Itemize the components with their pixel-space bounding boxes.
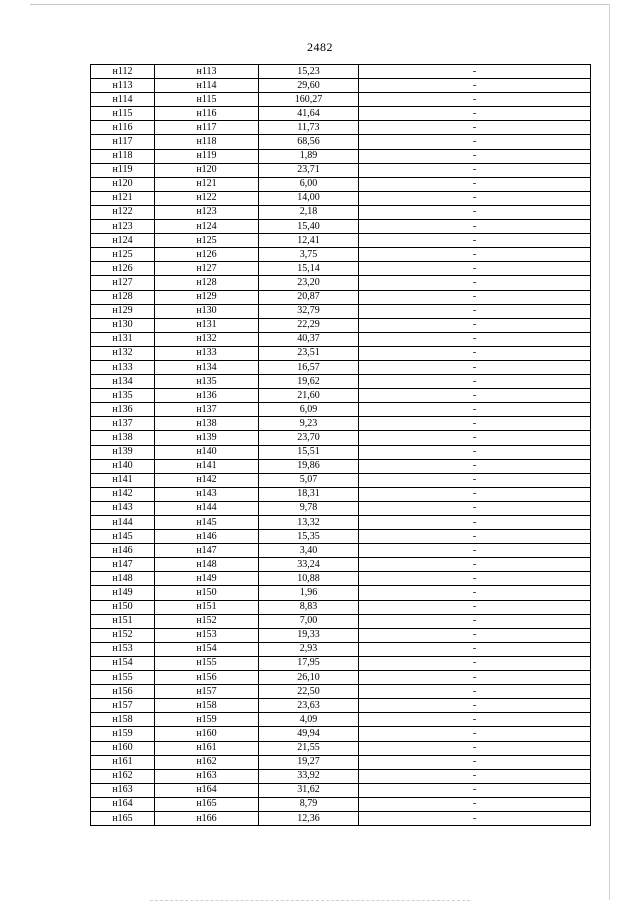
point-from-cell: н159 [91,727,155,741]
note-cell: - [359,191,591,205]
distance-cell: 4,09 [259,713,359,727]
point-to-cell: н160 [155,727,259,741]
point-from-cell: н128 [91,290,155,304]
distance-cell: 15,40 [259,220,359,234]
table-row [91,79,591,93]
table-row [91,473,591,487]
distance-cell: 22,29 [259,318,359,332]
distance-cell: 16,57 [259,360,359,374]
table-row [91,586,591,600]
distance-cell: 19,86 [259,459,359,473]
table-row [91,304,591,318]
point-from-cell: н116 [91,121,155,135]
note-cell: - [359,755,591,769]
note-cell: - [359,487,591,501]
point-to-cell: н132 [155,332,259,346]
point-from-cell: н146 [91,544,155,558]
point-to-cell: н145 [155,516,259,530]
point-to-cell: н156 [155,671,259,685]
note-cell: - [359,473,591,487]
distance-cell: 40,37 [259,332,359,346]
note-cell: - [359,121,591,135]
point-to-cell: н116 [155,107,259,121]
point-from-cell: н147 [91,558,155,572]
distance-cell: 19,62 [259,375,359,389]
point-from-cell: н132 [91,346,155,360]
distance-cell: 6,00 [259,177,359,191]
point-from-cell: н144 [91,516,155,530]
distance-cell: 160,27 [259,93,359,107]
point-from-cell: н154 [91,656,155,670]
note-cell: - [359,811,591,825]
note-cell: - [359,276,591,290]
distance-cell: 19,33 [259,628,359,642]
point-from-cell: н126 [91,262,155,276]
note-cell: - [359,628,591,642]
table-row [91,600,591,614]
page-number: 2482 [307,40,333,54]
point-from-cell: н143 [91,501,155,515]
distance-cell: 23,20 [259,276,359,290]
note-cell: - [359,501,591,515]
point-to-cell: н114 [155,79,259,93]
point-from-cell: н163 [91,783,155,797]
point-from-cell: н139 [91,445,155,459]
note-cell: - [359,375,591,389]
table-row [91,375,591,389]
point-to-cell: н147 [155,544,259,558]
point-to-cell: н131 [155,318,259,332]
point-from-cell: н136 [91,403,155,417]
table-row [91,459,591,473]
distance-cell: 15,14 [259,262,359,276]
distance-cell: 10,88 [259,572,359,586]
point-from-cell: н134 [91,375,155,389]
table-row [91,431,591,445]
distance-cell: 26,10 [259,671,359,685]
distance-cell: 23,70 [259,431,359,445]
note-cell: - [359,318,591,332]
point-from-cell: н113 [91,79,155,93]
point-to-cell: н166 [155,811,259,825]
table-row [91,65,591,79]
point-to-cell: н124 [155,220,259,234]
point-to-cell: н142 [155,473,259,487]
point-to-cell: н163 [155,769,259,783]
table-row [91,699,591,713]
point-to-cell: н118 [155,135,259,149]
table-row [91,417,591,431]
distance-cell: 20,87 [259,290,359,304]
point-to-cell: н164 [155,783,259,797]
note-cell: - [359,600,591,614]
point-from-cell: н155 [91,671,155,685]
note-cell: - [359,304,591,318]
distance-cell: 23,51 [259,346,359,360]
note-cell: - [359,65,591,79]
distance-cell: 33,24 [259,558,359,572]
point-from-cell: н122 [91,205,155,219]
distance-cell: 14,00 [259,191,359,205]
table-row [91,318,591,332]
point-from-cell: н145 [91,530,155,544]
distance-cell: 15,51 [259,445,359,459]
point-from-cell: н152 [91,628,155,642]
table-row [91,671,591,685]
point-to-cell: н130 [155,304,259,318]
point-to-cell: н115 [155,93,259,107]
point-from-cell: н142 [91,487,155,501]
point-from-cell: н151 [91,614,155,628]
note-cell: - [359,93,591,107]
table-row [91,558,591,572]
note-cell: - [359,107,591,121]
note-cell: - [359,741,591,755]
point-to-cell: н113 [155,65,259,79]
distance-cell: 33,92 [259,769,359,783]
point-from-cell: н119 [91,163,155,177]
table-row [91,205,591,219]
table-row [91,656,591,670]
point-to-cell: н129 [155,290,259,304]
point-to-cell: н127 [155,262,259,276]
point-to-cell: н138 [155,417,259,431]
point-to-cell: н159 [155,713,259,727]
note-cell: - [359,530,591,544]
table-row [91,290,591,304]
point-to-cell: н133 [155,346,259,360]
point-to-cell: н122 [155,191,259,205]
distance-cell: 21,55 [259,741,359,755]
distance-cell: 19,27 [259,755,359,769]
point-from-cell: н124 [91,234,155,248]
table-row [91,501,591,515]
distance-cell: 3,40 [259,544,359,558]
table-row [91,403,591,417]
point-from-cell: н118 [91,149,155,163]
point-from-cell: н117 [91,135,155,149]
note-cell: - [359,248,591,262]
point-to-cell: н154 [155,642,259,656]
point-to-cell: н148 [155,558,259,572]
table-row [91,811,591,825]
point-from-cell: н164 [91,797,155,811]
note-cell: - [359,417,591,431]
distance-cell: 7,00 [259,614,359,628]
note-cell: - [359,769,591,783]
point-from-cell: н123 [91,220,155,234]
distance-cell: 49,94 [259,727,359,741]
distance-cell: 23,71 [259,163,359,177]
point-from-cell: н158 [91,713,155,727]
scan-frame-bottom [150,900,470,901]
note-cell: - [359,163,591,177]
point-from-cell: н129 [91,304,155,318]
distance-cell: 2,93 [259,642,359,656]
table-row [91,727,591,741]
point-to-cell: н135 [155,375,259,389]
point-to-cell: н146 [155,530,259,544]
point-from-cell: н121 [91,191,155,205]
point-to-cell: н165 [155,797,259,811]
point-from-cell: н133 [91,360,155,374]
note-cell: - [359,783,591,797]
distance-cell: 12,36 [259,811,359,825]
distance-cell: 29,60 [259,79,359,93]
note-cell: - [359,346,591,360]
note-cell: - [359,234,591,248]
table-row [91,332,591,346]
note-cell: - [359,389,591,403]
point-from-cell: н148 [91,572,155,586]
point-from-cell: н131 [91,332,155,346]
distance-cell: 1,89 [259,149,359,163]
point-from-cell: н140 [91,459,155,473]
table-row [91,516,591,530]
table-row [91,642,591,656]
note-cell: - [359,205,591,219]
point-from-cell: н149 [91,586,155,600]
distance-cell: 31,62 [259,783,359,797]
note-cell: - [359,642,591,656]
distance-cell: 15,23 [259,65,359,79]
table-row [91,713,591,727]
table-body [91,65,591,826]
note-cell: - [359,431,591,445]
note-cell: - [359,459,591,473]
point-from-cell: н150 [91,600,155,614]
note-cell: - [359,135,591,149]
distance-cell: 23,63 [259,699,359,713]
point-to-cell: н128 [155,276,259,290]
point-to-cell: н134 [155,360,259,374]
point-to-cell: н140 [155,445,259,459]
distance-cell: 15,35 [259,530,359,544]
distance-cell: 17,95 [259,656,359,670]
note-cell: - [359,290,591,304]
point-to-cell: н123 [155,205,259,219]
point-to-cell: н144 [155,501,259,515]
table-row [91,389,591,403]
point-to-cell: н157 [155,685,259,699]
point-from-cell: н125 [91,248,155,262]
table-row [91,755,591,769]
distance-cell: 1,96 [259,586,359,600]
table-row [91,530,591,544]
note-cell: - [359,699,591,713]
table-row [91,107,591,121]
point-to-cell: н161 [155,741,259,755]
note-cell: - [359,220,591,234]
note-cell: - [359,558,591,572]
point-from-cell: н160 [91,741,155,755]
distance-cell: 12,41 [259,234,359,248]
table-row [91,234,591,248]
distance-cell: 9,78 [259,501,359,515]
table-row [91,191,591,205]
distance-cell: 41,64 [259,107,359,121]
note-cell: - [359,614,591,628]
point-to-cell: н141 [155,459,259,473]
table-row [91,628,591,642]
point-to-cell: н150 [155,586,259,600]
distance-cell: 5,07 [259,473,359,487]
point-from-cell: н120 [91,177,155,191]
distance-cell: 32,79 [259,304,359,318]
note-cell: - [359,516,591,530]
note-cell: - [359,445,591,459]
point-from-cell: н157 [91,699,155,713]
point-to-cell: н117 [155,121,259,135]
table-row [91,121,591,135]
distance-cell: 9,23 [259,417,359,431]
note-cell: - [359,177,591,191]
table-row [91,741,591,755]
distance-cell: 13,32 [259,516,359,530]
note-cell: - [359,360,591,374]
point-from-cell: н156 [91,685,155,699]
note-cell: - [359,727,591,741]
point-from-cell: н114 [91,93,155,107]
distance-cell: 3,75 [259,248,359,262]
scan-frame-right [609,4,610,900]
note-cell: - [359,656,591,670]
distance-cell: 8,79 [259,797,359,811]
table-row [91,220,591,234]
distance-cell: 21,60 [259,389,359,403]
point-to-cell: н152 [155,614,259,628]
table-row [91,544,591,558]
boundary-points-table [90,64,591,826]
table-row [91,149,591,163]
point-to-cell: н153 [155,628,259,642]
table-row [91,163,591,177]
table-row [91,487,591,501]
table-row [91,572,591,586]
note-cell: - [359,797,591,811]
note-cell: - [359,544,591,558]
point-from-cell: н112 [91,65,155,79]
point-to-cell: н119 [155,149,259,163]
point-from-cell: н165 [91,811,155,825]
point-from-cell: н138 [91,431,155,445]
distance-cell: 11,73 [259,121,359,135]
point-from-cell: н115 [91,107,155,121]
point-from-cell: н141 [91,473,155,487]
distance-cell: 22,50 [259,685,359,699]
point-to-cell: н120 [155,163,259,177]
table-row [91,177,591,191]
point-to-cell: н121 [155,177,259,191]
table-row [91,783,591,797]
point-to-cell: н149 [155,572,259,586]
point-from-cell: н135 [91,389,155,403]
point-to-cell: н126 [155,248,259,262]
note-cell: - [359,149,591,163]
table-row [91,769,591,783]
point-from-cell: н137 [91,417,155,431]
distance-cell: 6,09 [259,403,359,417]
table-row [91,445,591,459]
note-cell: - [359,671,591,685]
point-to-cell: н151 [155,600,259,614]
note-cell: - [359,713,591,727]
note-cell: - [359,79,591,93]
note-cell: - [359,332,591,346]
table-row [91,346,591,360]
point-from-cell: н162 [91,769,155,783]
note-cell: - [359,685,591,699]
distance-cell: 68,56 [259,135,359,149]
point-to-cell: н162 [155,755,259,769]
distance-cell: 8,83 [259,600,359,614]
table-row [91,685,591,699]
table-row [91,248,591,262]
table-row [91,276,591,290]
point-to-cell: н137 [155,403,259,417]
table-row [91,93,591,107]
point-to-cell: н125 [155,234,259,248]
table-row [91,360,591,374]
table-row [91,135,591,149]
point-from-cell: н130 [91,318,155,332]
scan-frame-top [30,4,610,5]
point-to-cell: н136 [155,389,259,403]
note-cell: - [359,572,591,586]
point-from-cell: н161 [91,755,155,769]
point-to-cell: н139 [155,431,259,445]
note-cell: - [359,586,591,600]
table-row [91,262,591,276]
point-to-cell: н155 [155,656,259,670]
table-row [91,614,591,628]
point-from-cell: н127 [91,276,155,290]
distance-cell: 18,31 [259,487,359,501]
note-cell: - [359,403,591,417]
table-row [91,797,591,811]
point-from-cell: н153 [91,642,155,656]
distance-cell: 2,18 [259,205,359,219]
note-cell: - [359,262,591,276]
point-to-cell: н158 [155,699,259,713]
point-to-cell: н143 [155,487,259,501]
